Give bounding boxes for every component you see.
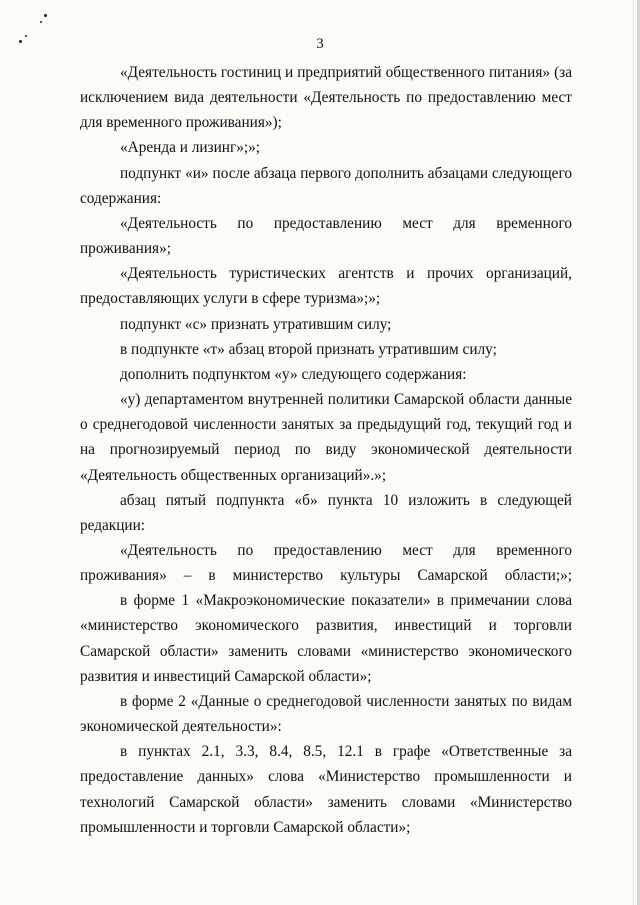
paragraph: подпункт «и» после абзаца первого дополнить абзацами следующего содержания: [80, 164, 572, 207]
paragraph: в форме 2 «Данные о среднегодовой численности занятых по видам экономической деятельности»: [80, 692, 572, 736]
paragraph: «Аренда и лизинг»;»; [120, 139, 261, 157]
paragraph: абзац пятый подпункта «б» пункта 10 изложить в следующей редакции: [80, 491, 572, 534]
scan-speck [40, 21, 42, 23]
scan-edge-line [633, 0, 634, 905]
paragraph: в форме 1 «Макроэкономические показатели» в примечании слова «министерство экономического развития, инвестиций и торговли Самарской области» заменить словами «министерство экономического развития и инвестиций Самарской области»; [80, 592, 572, 685]
paragraph: подпункт «с» признать утратившим силу; [120, 315, 392, 333]
paragraph: «Деятельность по предоставлению мест для временного проживания»; [80, 214, 572, 258]
paragraph: «Деятельность туристических агентств и прочих организаций, предоставляющих услуги в сфере туризма»;»; [80, 265, 572, 308]
page-number: 3 [316, 36, 324, 52]
paragraph: «у) департаментом внутренней политики Самарской области данные о среднегодовой численности занятых за предыдущий год, текущий год и на прогнозируемый период по виду экономической деятельности «Деятельность общественных организаций».»; [80, 391, 572, 484]
paragraph: «Деятельность гостиниц и предприятий общественного питания» (за исключением вида деятельности «Деятельность по предоставлению мест для временного проживания»); [80, 64, 572, 132]
paragraph: дополнить подпунктом «у» следующего содержания: [120, 365, 467, 383]
document-body [80, 60, 572, 840]
scan-speck [44, 14, 47, 17]
paragraph: в пунктах 2.1, 3.3, 8.4, 8.5, 12.1 в графе «Ответственные за предоставление данных» слова «Министерство промышленности и технологий Самарской области» заменить словами «Министерство промышленности и торговли Самарской области»; [80, 743, 572, 836]
paragraph: в подпункте «т» абзац второй признать утратившим силу; [120, 340, 497, 358]
paragraph: «Деятельность по предоставлению мест для временного проживания» – в министерство культуры Самарской области;»; [80, 541, 572, 585]
